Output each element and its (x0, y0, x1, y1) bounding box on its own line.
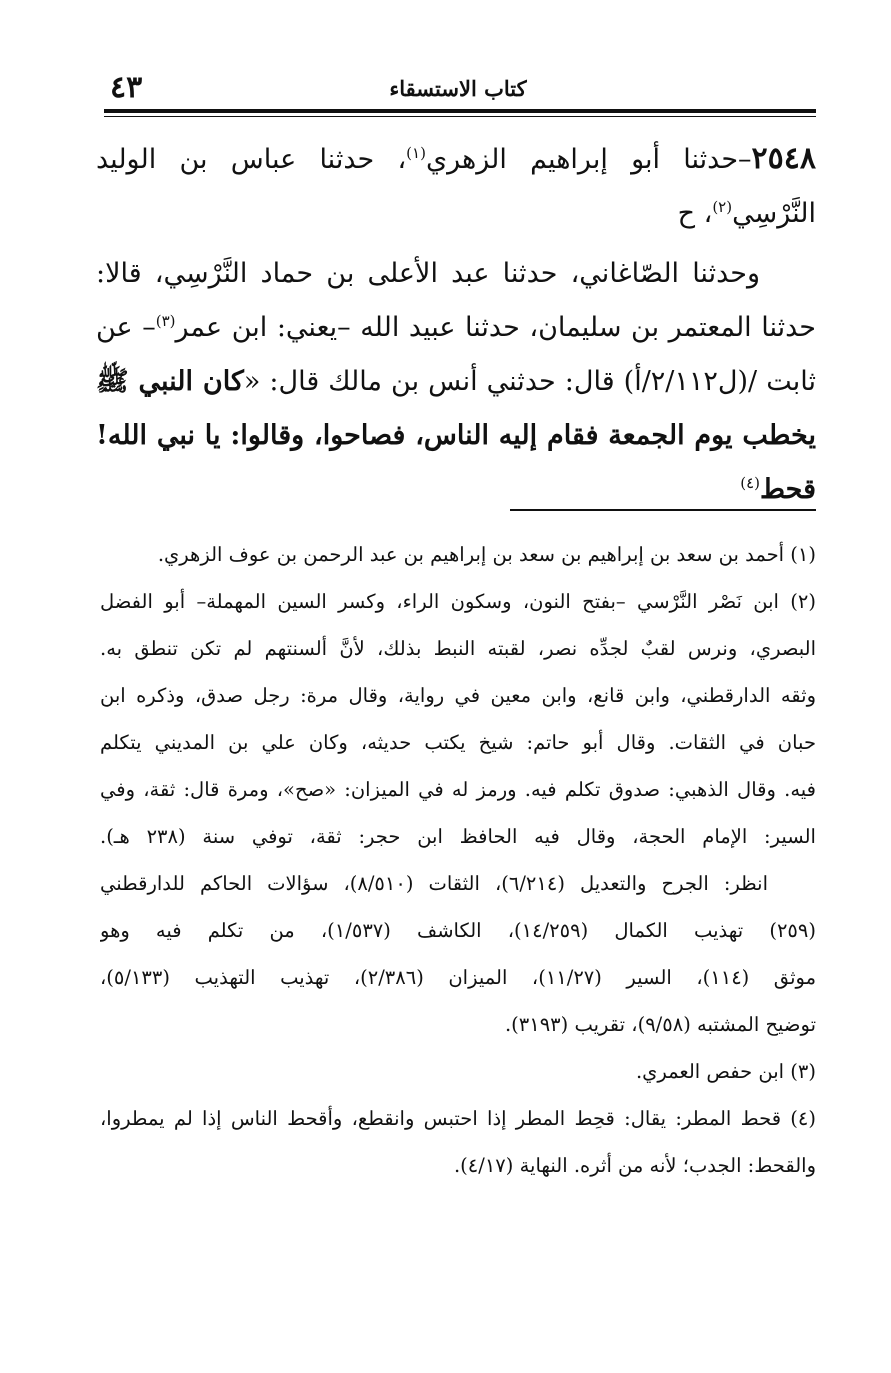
text-segment: –حدثنا أبو إبراهيم الزهري (425, 144, 752, 175)
text-segment: ، حدثنا عباس بن الوليد النَّرْسِي (96, 144, 816, 229)
text-segment: ، ح (677, 198, 713, 229)
footnote-ref-3[interactable]: (٣) (155, 312, 176, 330)
book-title: كتاب الاستسقاء (389, 76, 527, 101)
footnote-line: حبان في الثقات. وقال أبو حاتم: شيخ يكتب حديثه، وكان علي بن المديني يتكلم (100, 731, 816, 754)
footnote-line: (٤) قحط المطر: يقال: قحِط المطر إذا احتبس وانقطع، وأقحط الناس إذا لم يمطروا، (100, 1107, 816, 1130)
footnote-ref-4[interactable]: (٤) (740, 474, 761, 492)
footnote-line: (٣) ابن حفص العمري. (635, 1060, 816, 1083)
footnote-line: فيه. وقال الذهبي: صدوق تكلم فيه. ورمز له في الميزان: «صح»، ومرة قال: ثقة، وفي (100, 778, 816, 801)
text-segment: – عن ثابت /(ل٢/١١٢/أ) قال: حدثني أنس بن مالك قال: « (96, 312, 816, 397)
hadith-paragraph-1 (96, 132, 816, 241)
hadith-number: ٢٥٤٨ (751, 141, 816, 176)
footnote-4 (100, 1095, 816, 1189)
footnote-line: السير: الإمام الحجة، وقال فيه الحافظ ابن حجر: ثقة، توفي سنة (٢٣٨ هـ). (100, 825, 816, 848)
footnotes-section (100, 531, 816, 1189)
page-number: ٤٣ (110, 70, 143, 105)
footnote-line: (٢) ابن نَصْر النَّرْسي –بفتح النون، وسكون الراء، وكسر السين المهملة– أبو الفضل (100, 590, 816, 613)
hadith-text (96, 132, 816, 523)
page-header (102, 66, 814, 106)
header-rule-thin (104, 116, 816, 117)
footnote-line: توضيح المشتبه (٩/٥٨)، تقريب (٣١٩٣). (504, 1013, 816, 1036)
footnote-2 (100, 578, 816, 1048)
footnote-3 (100, 1048, 816, 1095)
footnote-line: وثقه الدارقطني، وابن قانع، وابن معين في رواية، وقال مرة: رجل صدق، وذكره ابن (100, 684, 816, 707)
footnote-separator (510, 509, 816, 511)
footnote-line: موثق (١١٤)، السير (١١/٢٧)، الميزان (٢/٣٨٦)، تهذيب التهذيب (٥/١٣٣)، (100, 966, 816, 989)
hadith-paragraph-2 (96, 247, 816, 517)
header-rule-thick (104, 109, 816, 113)
footnote-line: والقحط: الجدب؛ لأنه من أثره. النهاية (٤/١٧). (453, 1154, 816, 1177)
hadith-matn-bold: كان النبي ﷺ يخطب يوم الجمعة فقام إليه الناس، فصاحوا، وقالوا: يا نبي الله! قحط (96, 366, 816, 505)
text-segment: وحدثنا الصّاغاني، حدثنا عبد الأعلى بن حماد النَّرْسِي، قالا: حدثنا المعتمر بن سليمان، حدثنا عبيد الله –يعني: ابن عمر (96, 258, 816, 343)
footnote-ref-2[interactable]: (٢) (712, 198, 733, 216)
footnote-line: انظر: الجرح والتعديل (٦/٢١٤)، الثقات (٨/٥١٠)، سؤالات الحاكم للدارقطني (100, 872, 768, 895)
footnote-ref-1[interactable]: (١) (406, 144, 426, 162)
footnote-line: البصري، ونرس لقبٌ لجدِّه نصر، لقبته النبط بذلك، لأنَّ ألسنتهم لم تكن تنطق به. (100, 637, 816, 660)
footnote-line: (١) أحمد بن سعد بن إبراهيم بن سعد بن إبراهيم بن عبد الرحمن بن عوف الزهري. (157, 543, 816, 566)
footnote-line: (٢٥٩) تهذيب الكمال (١٤/٢٥٩)، الكاشف (١/٥٣٧)، من تكلم فيه وهو (100, 919, 816, 942)
footnote-1 (100, 531, 816, 578)
